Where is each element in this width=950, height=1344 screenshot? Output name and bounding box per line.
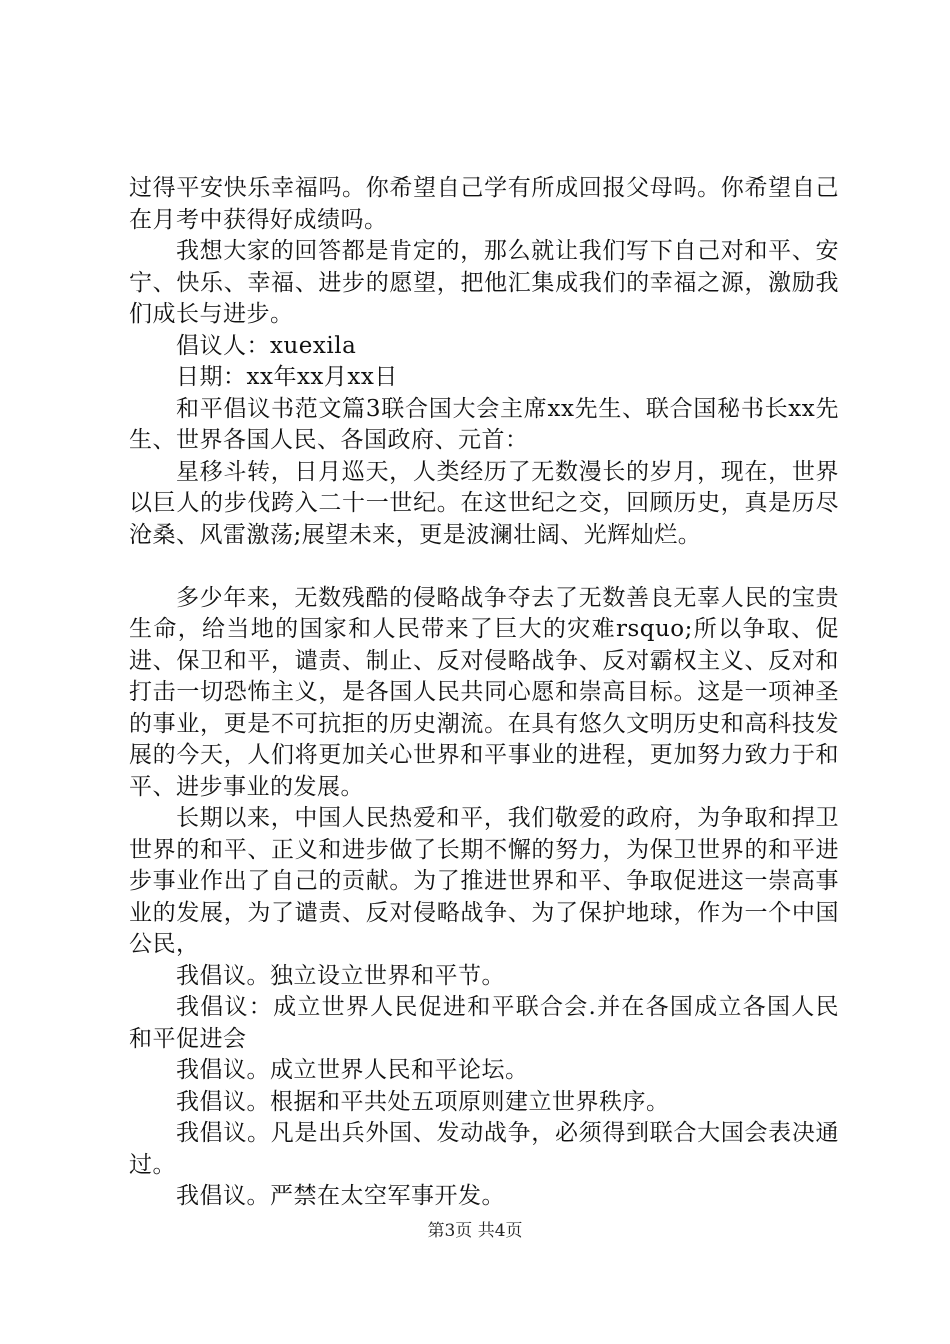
paragraph-1: 过得平安快乐幸福吗。你希望自己学有所成回报父母吗。你希望自己在月考中获得好成绩吗。 [129, 175, 839, 233]
section-heading: 和平倡议书范文篇3联合国大会主席xx先生、联合国秘书长xx先生、世界各国人民、各国政府、元首： [129, 395, 839, 453]
date-line: 日期：xx年xx月xx日 [176, 364, 398, 390]
proposal-item: 我倡议：成立世界人民促进和平联合会.并在各国成立各国人民和平促进会 [129, 994, 839, 1052]
proposal-item: 我倡议。成立世界人民和平论坛。 [176, 1057, 529, 1083]
paragraph-history: 多少年来，无数残酷的侵略战争夺去了无数善良无辜人民的宝贵生命，给当地的国家和人民带来了巨大的灾难rsquo;所以争取、促进、保卫和平，谴责、制止、反对侵略战争、反对霸权主义、反对和打击一切恐怖主义，是各国人民共同心愿和崇高目标。这是一项神圣的事业，更是不可抗拒的历史潮流。在具有悠久文明历史和高科技发展的今天，人们将更加关心世界和平事业的进程，更加努力致力于和平、进步事业的发展。 [129, 584, 839, 800]
paragraph-2: 我想大家的回答都是肯定的，那么就让我们写下自己对和平、安宁、快乐、幸福、进步的愿望，把他汇集成我们的幸福之源，激励我们成长与进步。 [129, 238, 839, 327]
document-body [129, 173, 839, 1213]
proposal-item: 我倡议。独立设立世界和平节。 [176, 962, 505, 989]
proposal-item: 我倡议。根据和平共处五项原则建立世界秩序。 [176, 1088, 670, 1115]
paragraph-china: 长期以来，中国人民热爱和平，我们敬爱的政府，为争取和捍卫世界的和平、正义和进步做了长期不懈的努力，为保卫世界的和平进步事业作出了自己的贡献。为了推进世界和平、争取促进这一崇高事业的发展，为了谴责、反对侵略战争、为了保护地球，作为一个中国公民， [129, 805, 839, 957]
proposal-item: 我倡议。凡是出兵外国、发动战争，必须得到联合大国会表决通过。 [129, 1120, 839, 1178]
page-number-footer: 第3页 共4页 [427, 1221, 523, 1241]
proposer-line: 倡议人：xuexila [176, 332, 357, 359]
paragraph-intro: 星移斗转，日月巡天，人类经历了无数漫长的岁月，现在，世界以巨人的步伐跨入二十一世纪。在这世纪之交，回顾历史，真是历尽沧桑、风雷激荡;展望未来，更是波澜壮阔、光辉灿烂。 [129, 458, 839, 548]
proposal-item: 我倡议。严禁在太空军事开发。 [176, 1183, 505, 1209]
